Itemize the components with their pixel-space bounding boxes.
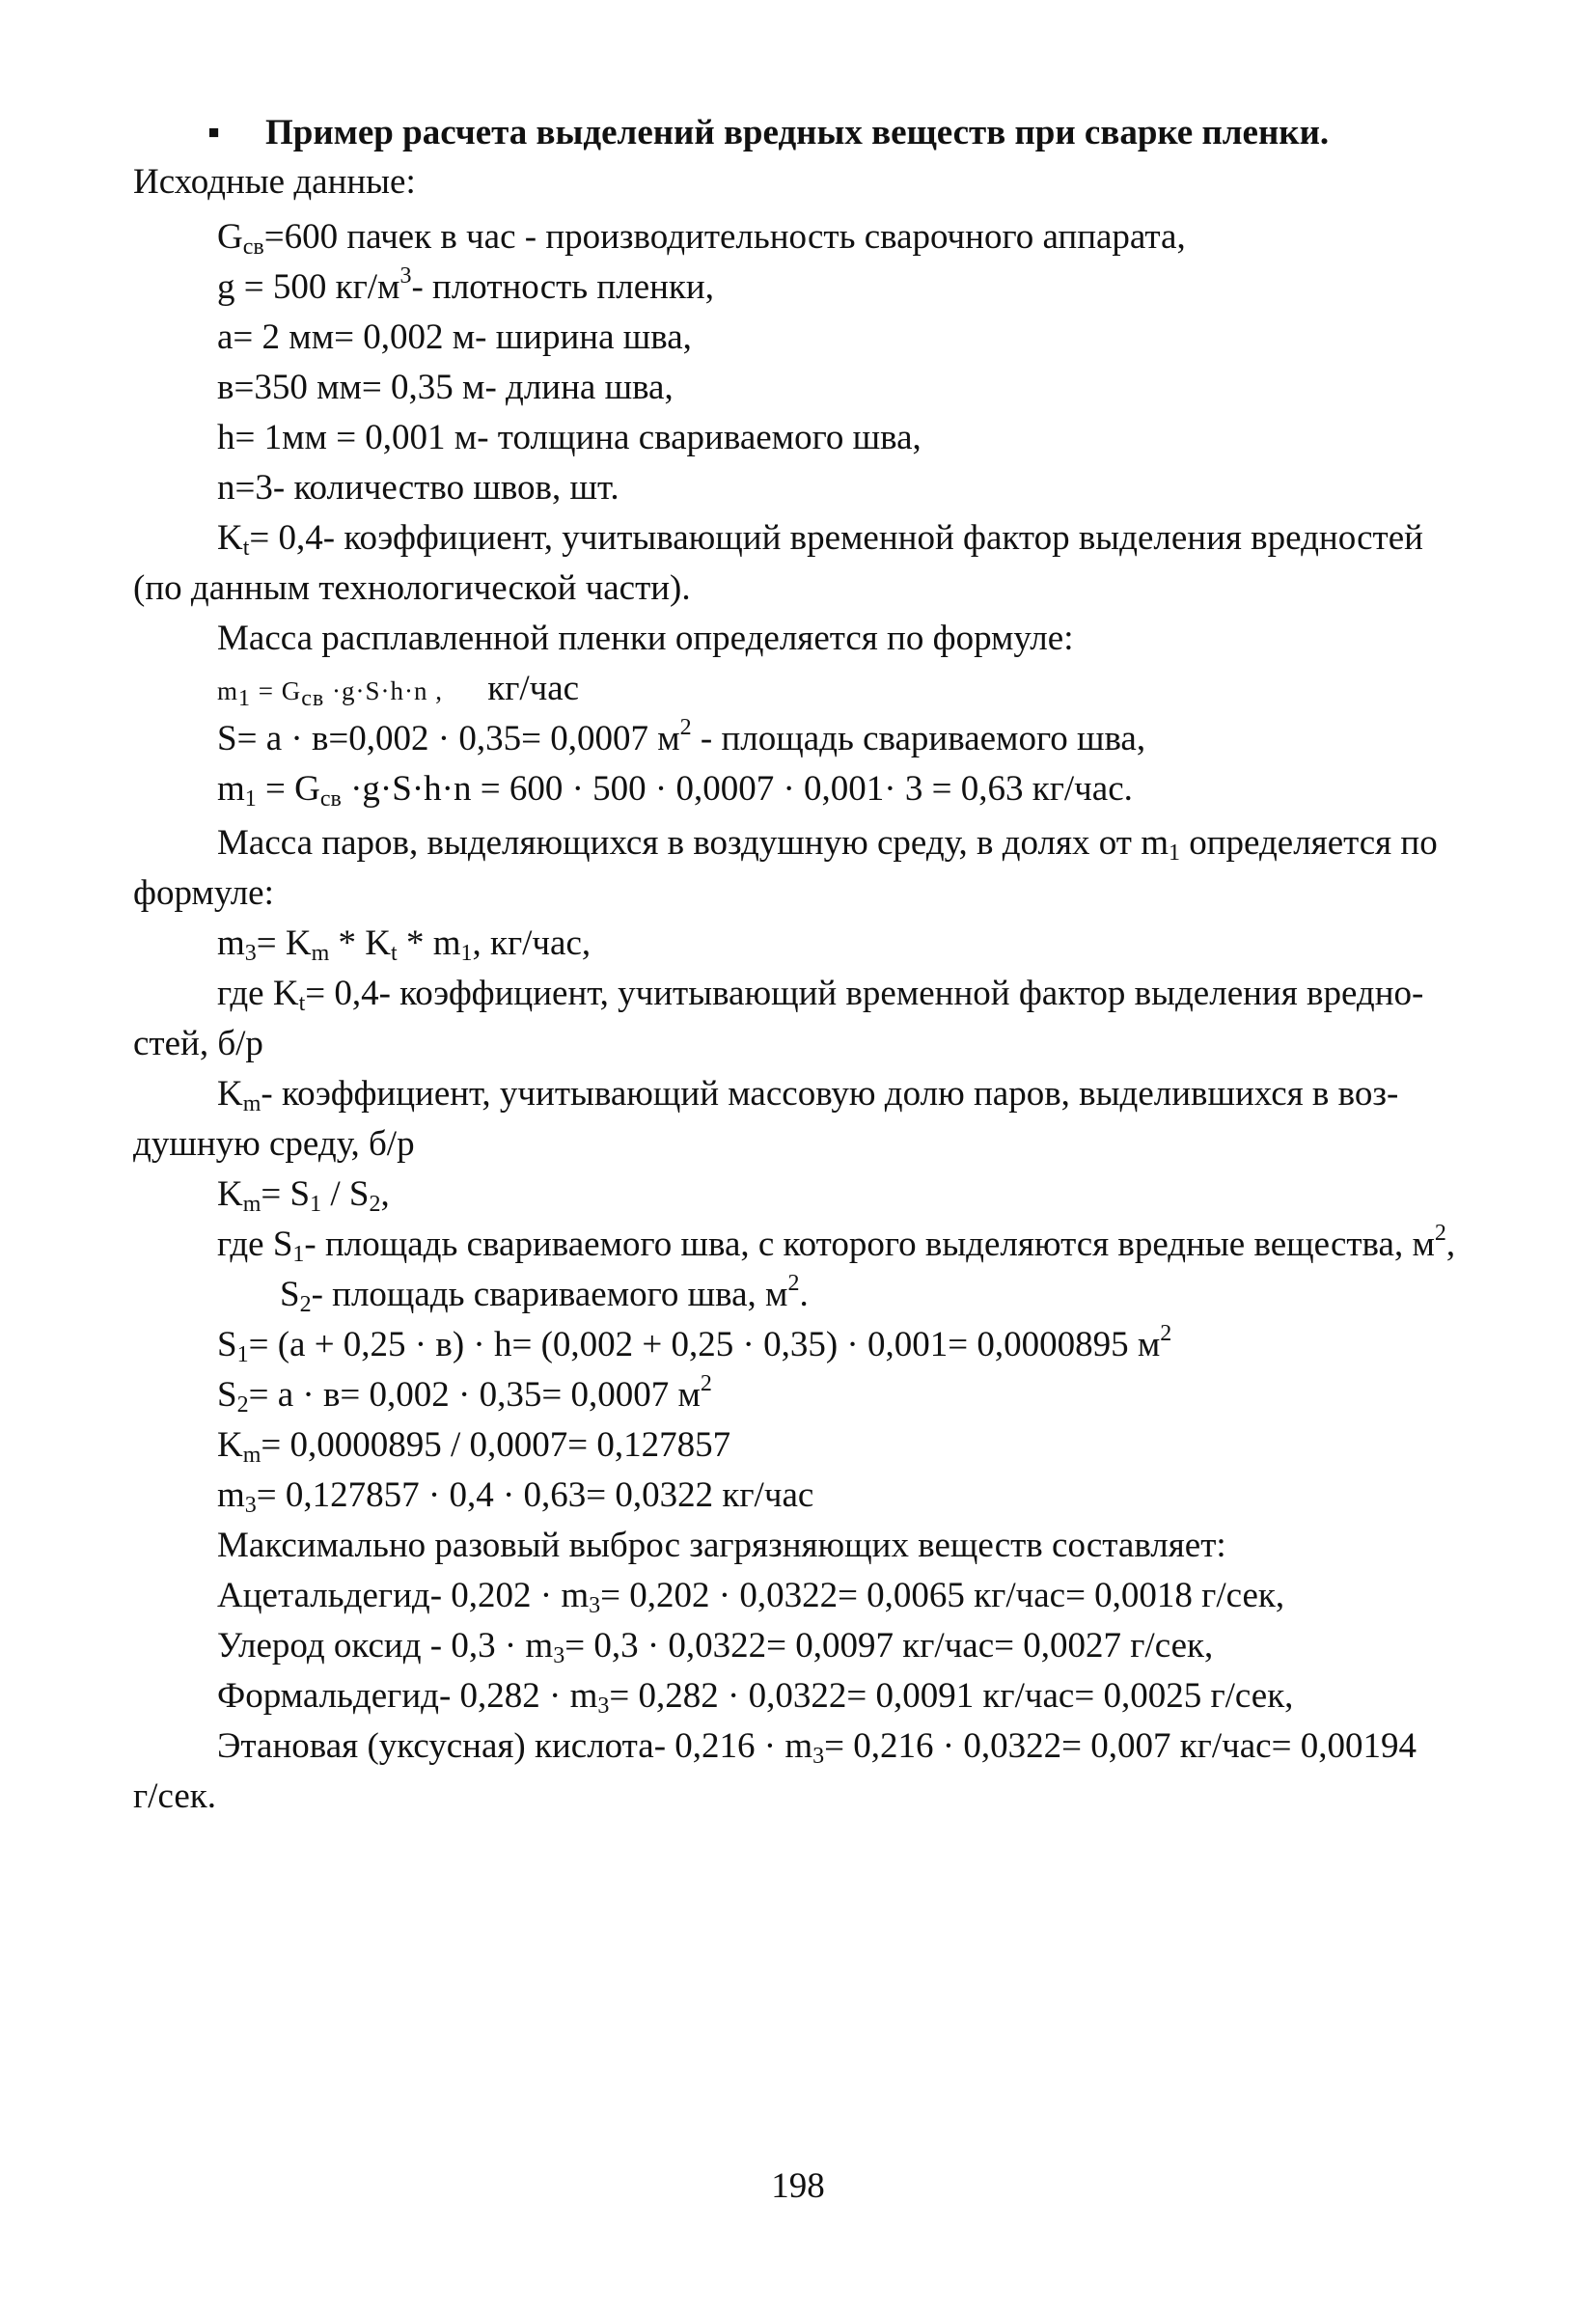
emission-item-line2: г/сек. <box>133 1776 216 1816</box>
input-length: в=350 мм= 0,35 м- длина шва, <box>217 368 674 407</box>
km-calc: $K_m= 0,0000895 / 0,0007= 0,127857$ <box>217 1425 731 1468</box>
s2-calc: $S_2= а \cdot в= 0,002 \cdot 0,35= 0,0007$ $м^2$ <box>217 1371 712 1418</box>
area-formula: S= а · в=0,002 · 0,35= 0,0007 $м^2$ - площадь свариваемого шва, <box>217 715 1146 758</box>
intro-text: Исходные данные: <box>133 162 416 202</box>
emissions-header: Максимально разовый выброс загрязняющих веществ составляет: <box>217 1526 1226 1565</box>
bullet-marker: ▪ <box>207 113 221 152</box>
m3-formula: $m_3= K_m * K_t * m_1$, кг/час, <box>217 923 592 966</box>
mass-vapor-intro-line2: формуле: <box>133 873 274 913</box>
s1-calc: $S_1= (а + 0,25 \cdot в) \cdot h= (0,002 + 0,25 \cdot 0,35) \cdot 0,001= 0,0000895$ $м^2$ <box>217 1321 1172 1367</box>
section-title <box>207 108 1330 158</box>
emission-item: Формальдегид- $0,282 \cdot m_3= 0,282 \cdot 0,0322= 0,0091$ кг/час= 0,0025 г/сек, <box>217 1676 1294 1719</box>
emission-item: Этановая (уксусная) кислота- $0,216 \cdot m_3= 0,216 \cdot 0,0322= 0,007$ кг/час= 0,00194 <box>217 1726 1417 1769</box>
section-title-text: Пример расчета выделений вредных веществ при сварке пленки. <box>265 113 1330 152</box>
km-definition: $K_m-$ коэффициент, учитывающий массовую долю паров, выделившихся в воз- <box>217 1074 1399 1116</box>
emission-item: Ацетальдегид- $0,202 \cdot m_3= 0,202 \cdot 0,0322= 0,0065$ кг/час= 0,0018 г/сек, <box>217 1576 1285 1618</box>
input-kt-line2: (по данным технологической части). <box>133 568 691 608</box>
m3-calc: $m_3= 0,127857 \cdot 0,4 \cdot 0,63= 0,0322$ кг/час <box>217 1475 814 1518</box>
emission-item: Улерод оксид - $0,3 \cdot m_3= 0,3 \cdot 0,0322= 0,0097$ кг/час= 0,0027 г/сек, <box>217 1626 1214 1668</box>
s1-description: где $S_1-$ площадь свариваемого шва, с которого выделяются вредные вещества, $м^2$, <box>217 1221 1456 1267</box>
input-density: g = 500 $кг/м^3-$ плотность пленки, <box>217 263 714 307</box>
mass-melt-calc: $m_1 = G_{св} \cdot g\cdot S\cdot h\cdot n = 600 \cdot 500 \cdot 0,0007 \cdot 0,001\cdot 3 = 0,63$ кг/час. <box>217 769 1133 812</box>
mass-melt-formula: $m_1 = G_{св} \cdot g\cdot S\cdot h\cdot n$ , кг/час <box>217 669 580 711</box>
mass-melt-intro: Масса расплавленной пленки определяется по формуле: <box>217 619 1074 658</box>
where-kt-line2: стей, б/р <box>133 1024 263 1063</box>
input-width: а= 2 мм= 0,002 м- ширина шва, <box>217 317 692 357</box>
input-gsv: $G_{св}=600$ пачек в час - производительность сварочного аппарата, <box>217 217 1186 260</box>
where-kt: где $K_t= 0,4-$ коэффициент, учитывающий временной фактор выделения вредно- <box>217 974 1424 1016</box>
km-formula: $K_m= S_1 / S_2$, <box>217 1174 390 1217</box>
input-kt: $K_t= 0,4-$ коэффициент, учитывающий временной фактор выделения вредностей <box>217 518 1423 561</box>
input-thickness: h= 1мм = 0,001 м- толщина свариваемого шва, <box>217 418 922 457</box>
mass-vapor-intro: Масса паров, выделяющихся в воздушную среду, в долях от $m_1$ определяется по <box>217 823 1438 866</box>
input-seam-count: n=3- количество швов, шт. <box>217 468 619 508</box>
page-number: 198 <box>771 2166 825 2206</box>
s2-description: $S_2-$ площадь свариваемого шва, $м^2$. <box>280 1271 809 1317</box>
km-definition-line2: душную среду, б/р <box>133 1124 415 1164</box>
